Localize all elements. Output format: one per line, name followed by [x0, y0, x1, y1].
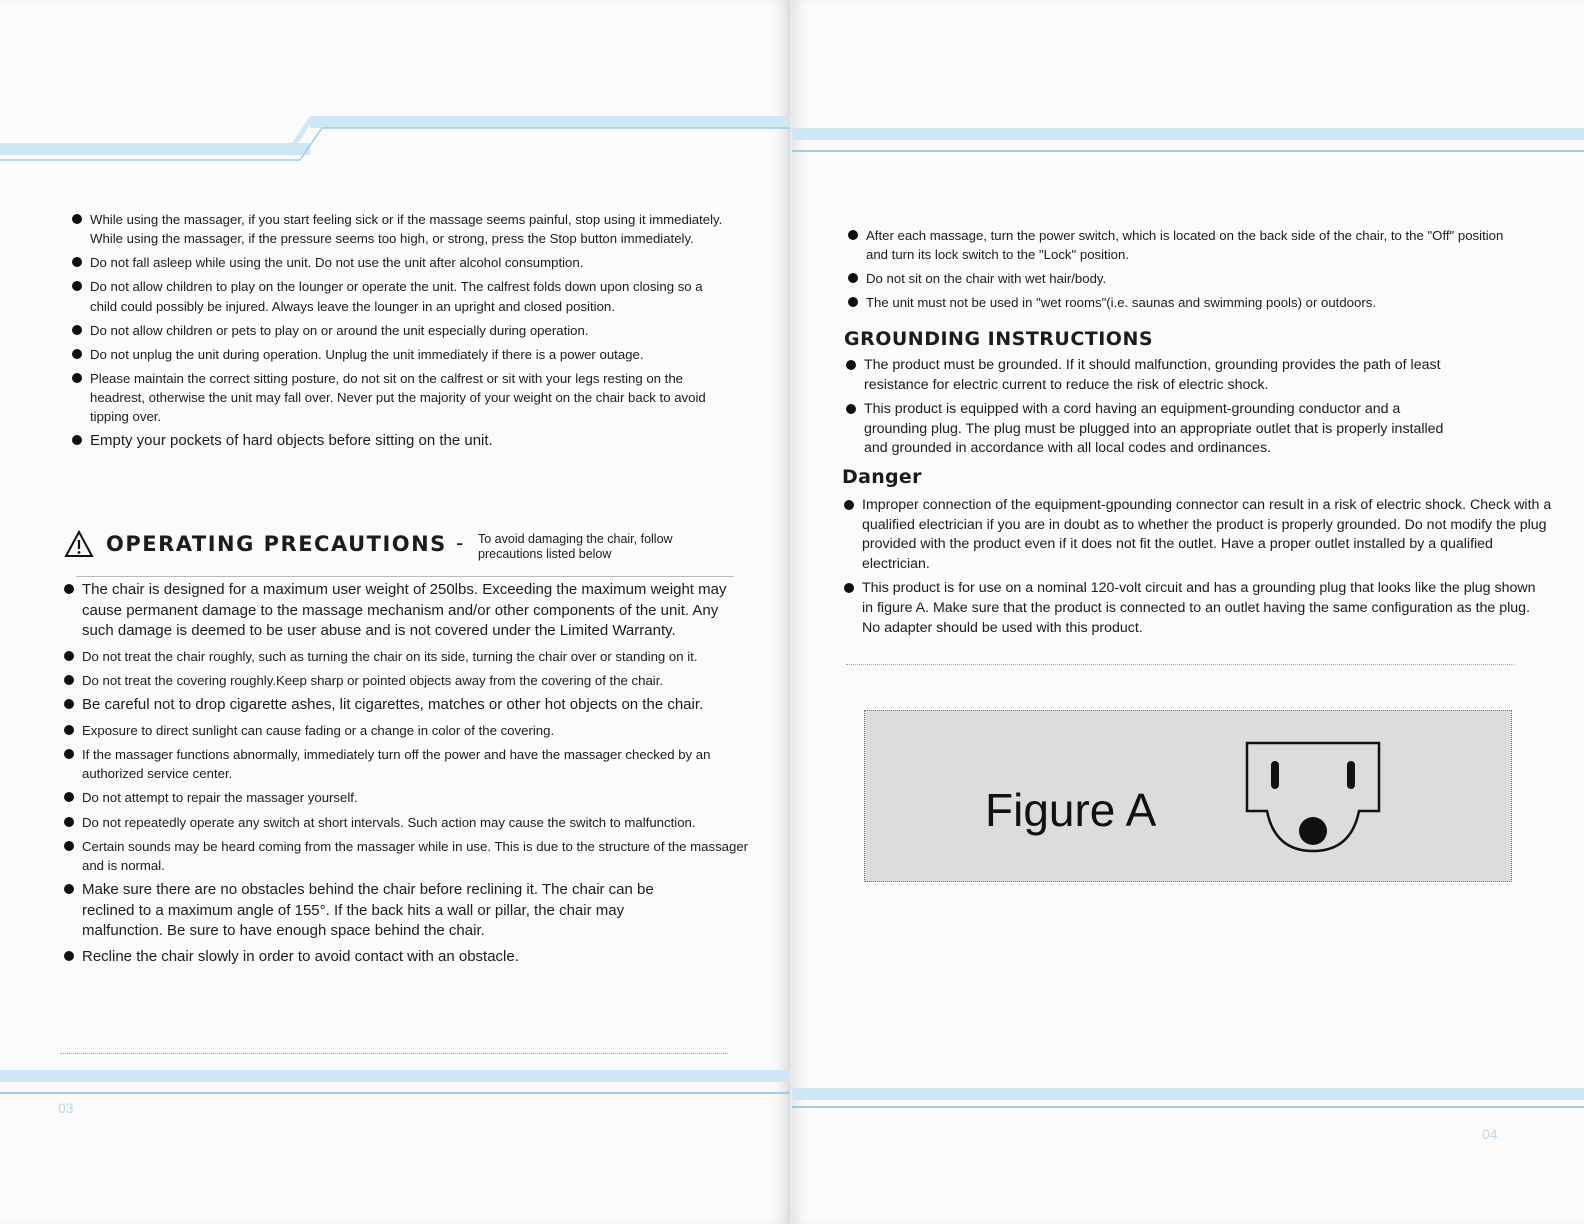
- list-item: Do not treat the covering roughly.Keep sharp or pointed objects away from the covering of the chair.: [64, 671, 752, 690]
- grounded-outlet-icon: [1243, 739, 1383, 859]
- divider: [76, 576, 734, 577]
- list-item: This product is for use on a nominal 120-volt circuit and has a grounding plug that looks like the plug shown in figure A. Make sure that the product is connected to an outlet having the same configuration as the plug. No adapter should be used with this product.: [844, 579, 1542, 638]
- operating-dash: -: [456, 530, 464, 555]
- list-item: Certain sounds may be heard coming from the massager while in use. This is due to the structure of the massager and is normal.: [64, 837, 752, 875]
- danger-list: [844, 496, 1554, 643]
- page-number: 04: [1482, 1126, 1498, 1142]
- list-item: Do not allow children to play on the lounger or operate the unit. The calfrest folds down upon closing so a child could possibly be injured. Always leave the lounger in an upright and closed position.: [72, 277, 732, 315]
- top-list: [848, 226, 1508, 318]
- list-item: Do not attempt to repair the massager yourself.: [64, 788, 752, 807]
- operating-header: [64, 528, 744, 568]
- header-band-line: [792, 150, 1584, 152]
- safety-list: [72, 210, 732, 457]
- operating-title: OPERATING PRECAUTIONS: [106, 532, 447, 556]
- list-item: Exposure to direct sunlight can cause fading or a change in color of the covering.: [64, 721, 752, 740]
- footer-band: [0, 1070, 790, 1082]
- list-item: Empty your pockets of hard objects before sitting on the unit.: [72, 431, 732, 452]
- right-page: [792, 0, 1584, 1224]
- warning-icon: [64, 530, 94, 558]
- divider: [60, 1053, 728, 1054]
- footer-band-line: [0, 1092, 790, 1094]
- footer-band: [792, 1088, 1584, 1100]
- header-band: [792, 128, 1584, 140]
- list-item: The unit must not be used in "wet rooms"(i.e. saunas and swimming pools) or outdoors.: [848, 293, 1508, 312]
- list-item: This product is equipped with a cord having an equipment-grounding conductor and a grounding plug. The plug must be plugged into an appropriate outlet that is properly installed and grounded in accordance with all local codes and ordinances.: [846, 400, 1466, 459]
- list-item: Do not sit on the chair with wet hair/body.: [848, 269, 1508, 288]
- danger-title: Danger: [842, 466, 922, 488]
- list-item: Do not repeatedly operate any switch at short intervals. Such action may cause the switch to malfunction.: [64, 813, 752, 832]
- header-band-slant: [0, 110, 790, 170]
- list-item: Make sure there are no obstacles behind the chair before reclining it. The chair can be reclined to a maximum angle of 155°. If the back hits a wall or pillar, the chair may malfunction. Be sure to have enough space behind the chair.: [64, 880, 682, 942]
- list-item: Do not treat the chair roughly, such as turning the chair on its side, turning the chair over or standing on it.: [64, 647, 752, 666]
- operating-subtitle: To avoid damaging the chair, follow precautions listed below: [478, 532, 673, 561]
- list-item: Improper connection of the equipment-gpounding connector can result in a risk of electric shock. Check with a qualified electrician if you are in doubt as to whether the product is properly grounded. Do not modify the plug provided with the product even if it does not fit the outlet. Have a proper outlet installed by a qualified electrician.: [844, 496, 1554, 574]
- list-item: Recline the chair slowly in order to avoid contact with an obstacle.: [64, 947, 752, 968]
- list-item: Be careful not to drop cigarette ashes, lit cigarettes, matches or other hot objects on the chair.: [64, 695, 752, 716]
- list-item: The chair is designed for a maximum user weight of 250lbs. Exceeding the maximum weight may cause permanent damage to the massage mechanism and/or other components of the unit. Any such damage is deemed to be user abuse and is not covered under the Limited Warranty.: [64, 580, 752, 642]
- list-item: After each massage, turn the power switch, which is located on the back side of the chair, to the "Off" position and turn its lock switch to the "Lock" position.: [848, 226, 1508, 264]
- grounding-title: GROUNDING INSTRUCTIONS: [844, 328, 1154, 350]
- list-item: Do not unplug the unit during operation. Unplug the unit immediately if there is a power outage.: [72, 345, 732, 364]
- list-item: Do not allow children or pets to play on or around the unit especially during operation.: [72, 321, 732, 340]
- left-page: [0, 0, 790, 1224]
- operating-list: [64, 580, 752, 973]
- figure-label: Figure A: [985, 784, 1157, 836]
- list-item: The product must be grounded. If it should malfunction, grounding provides the path of least resistance for electric current to reduce the risk of electric shock.: [846, 356, 1466, 395]
- list-item: While using the massager, if you start feeling sick or if the massage seems painful, stop using it immediately. While using the massager, if the pressure seems too high, or strong, press the Stop button immediately.: [72, 210, 732, 248]
- list-item: Do not fall asleep while using the unit. Do not use the unit after alcohol consumption.: [72, 253, 732, 272]
- figure-a-box: [864, 710, 1512, 882]
- list-item: If the massager functions abnormally, immediately turn off the power and have the massager checked by an authorized service center.: [64, 745, 752, 783]
- divider: [846, 664, 1514, 665]
- grounding-list: [846, 356, 1466, 464]
- page-number: 03: [58, 1100, 74, 1116]
- list-item: Please maintain the correct sitting posture, do not sit on the calfrest or sit with your legs resting on the headrest, otherwise the unit may fall over. Never put the majority of your weight on the chair back to avoid tipping over.: [72, 369, 732, 426]
- footer-band-line: [792, 1106, 1584, 1108]
